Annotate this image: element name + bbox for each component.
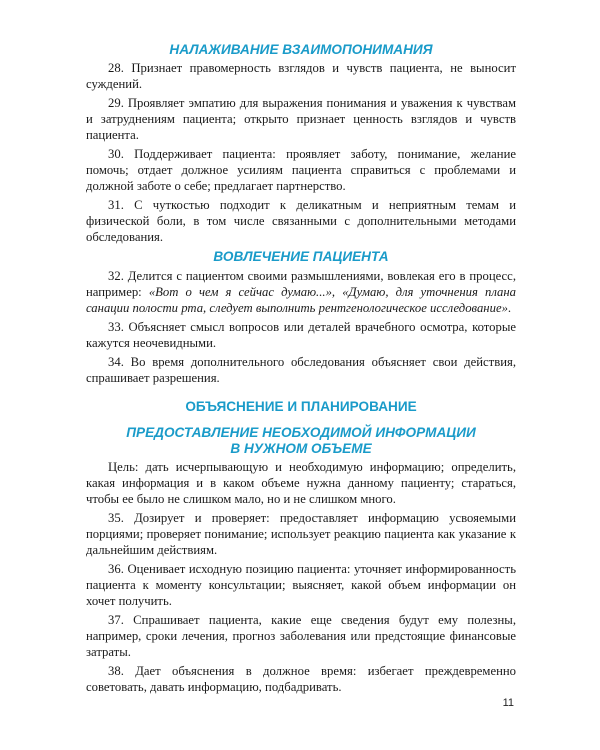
item-35: 35. Дозирует и проверяет: предоставляет информацию усвояемыми порциями; проверяет понимание; использует реакцию пациента как указание к дальнейшим действиям.	[86, 511, 516, 557]
item-32	[86, 268, 516, 316]
item-32-quote: «Вот о чем я сейчас думаю...», «Думаю, для уточнения плана санации полости рта, следует выполнить рентгенологическое исследование»	[86, 285, 516, 315]
section-heading-rapport: НАЛАЖИВАНИЕ ВЗАИМОПОНИМАНИЯ	[169, 42, 433, 57]
page-number: 11	[502, 697, 514, 709]
item-33: 33. Объясняет смысл вопросов или деталей врачебного осмотра, которые кажутся неочевидными.	[86, 320, 516, 350]
subsection-heading-information	[86, 425, 516, 457]
item-38: 38. Дает объяснения в должное время: избегает преждевременно советовать, давать информацию, подбадривать.	[86, 664, 516, 694]
section-heading-involving-patient: ВОВЛЕЧЕНИЕ ПАЦИЕНТА	[213, 249, 389, 264]
goal-paragraph: Цель: дать исчерпывающую и необходимую информацию; определить, какая информация и в каком объеме нужна данному пациенту; стараться, чтобы ее было не слишком мало, но и не слишком много.	[86, 460, 516, 506]
item-34: 34. Во время дополнительного обследования объясняет свои действия, спрашивает разрешения.	[86, 355, 516, 385]
item-36: 36. Оценивает исходную позицию пациента: уточняет информированность пациента к моменту консультации; выясняет, какой объем информации он хочет получить.	[86, 562, 516, 608]
subsection-heading-line2: В НУЖНОМ ОБЪЕМЕ	[230, 441, 372, 456]
section-heading-explanation-planning: ОБЪЯСНЕНИЕ И ПЛАНИРОВАНИЕ	[185, 399, 417, 414]
subsection-heading-line1: ПРЕДОСТАВЛЕНИЕ НЕОБХОДИМОЙ ИНФОРМАЦИИ	[126, 425, 476, 440]
item-29: 29. Проявляет эмпатию для выражения понимания и уважения к чувствам и затруднениям пациента; открыто признает ценность взглядов и чувств пациента.	[86, 96, 516, 142]
item-32-text: 32. Делится с пациентом своими размышлениями, вовлекая его в процесс, например:	[86, 269, 516, 299]
item-37: 37. Спрашивает пациента, какие еще сведения будут ему полезны, например, сроки лечения, прогноз заболевания или предстоящие финансовые затраты.	[86, 613, 516, 659]
item-31: 31. С чуткостью подходит к деликатным и неприятным темам и физической боли, в том числе связанными с дополнительными методами обследования.	[86, 198, 516, 244]
item-28: 28. Признает правомерность взглядов и чувств пациента, не выносит суждений.	[86, 61, 516, 91]
item-30: 30. Поддерживает пациента: проявляет заботу, понимание, желание помочь; отдает должное усилиям пациента справиться с проблемами и должной заботе о себе; предлагает партнерство.	[86, 147, 516, 193]
item-32-end: .	[507, 301, 512, 315]
